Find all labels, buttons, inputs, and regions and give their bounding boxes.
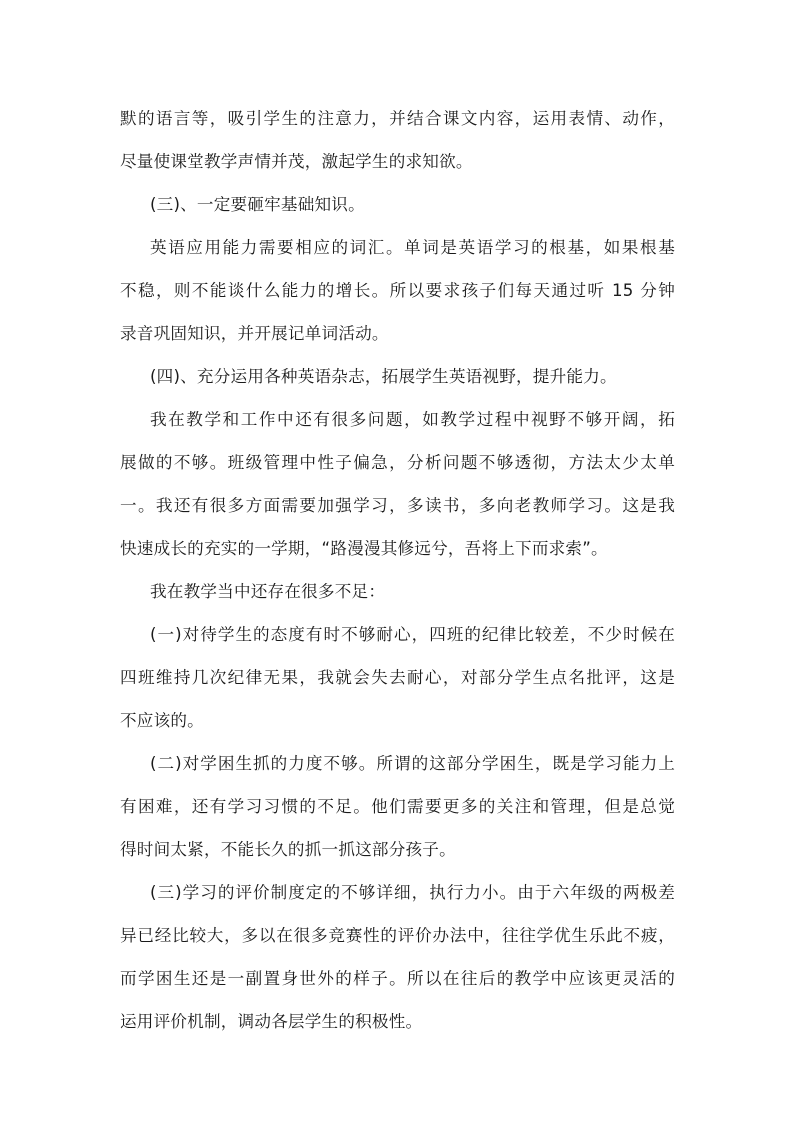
text-line: 有困难，还有学习习惯的不足。他们需要更多的关注和管理，但是总觉: [120, 797, 675, 816]
text-line: 得时间太紧，不能长久的抓一抓这部分孩子。: [120, 840, 456, 859]
section-heading: (三)、一定要砸牢基础知识。: [150, 195, 365, 214]
text-line: 我在教学和工作中还有很多问题，如教学过程中视野不够开阔，拓: [150, 410, 675, 429]
text-line: 录音巩固知识，并开展记单词活动。: [120, 324, 389, 343]
text-line: 不应该的。: [120, 711, 204, 730]
text-line: (三)学习的评价制度定的不够详细，执行力小。由于六年级的两极差: [150, 883, 675, 902]
text-line: 英语应用能力需要相应的词汇。单词是英语学习的根基，如果根基: [150, 238, 675, 257]
text-line: 异已经比较大，多以在很多竞赛性的评价办法中，往往学优生乐此不疲，: [120, 926, 675, 945]
text-line: 不稳，则不能谈什么能力的增长。所以要求孩子们每天通过听 15 分钟: [120, 281, 675, 300]
text-line: (一)对待学生的态度有时不够耐心，四班的纪律比较差，不少时候在: [150, 625, 675, 644]
text-line: 四班维持几次纪律无果，我就会失去耐心，对部分学生点名批评，这是: [120, 668, 675, 687]
text-line: 而学困生还是一副置身世外的样子。所以在往后的教学中应该更灵活的: [120, 969, 675, 988]
text-line: 我在教学当中还存在很多不足：: [150, 582, 386, 601]
section-heading: (四)、充分运用各种英语杂志，拓展学生英语视野，提升能力。: [150, 367, 617, 386]
text-line: 尽量使课堂教学声情并茂，激起学生的求知欲。: [120, 152, 473, 171]
text-line: 默的语言等，吸引学生的注意力，并结合课文内容，运用表情、动作，: [120, 109, 675, 128]
text-line: 运用评价机制，调动各层学生的积极性。: [120, 1012, 423, 1031]
text-line: 展做的不够。班级管理中性子偏急，分析问题不够透彻，方法太少太单: [120, 453, 675, 472]
text-line: (二)对学困生抓的力度不够。所谓的这部分学困生，既是学习能力上: [150, 754, 675, 773]
text-line: 一。我还有很多方面需要加强学习，多读书，多向老教师学习。这是我: [120, 496, 675, 515]
text-line: 快速成长的充实的一学期，“路漫漫其修远兮，吾将上下而求索”。: [120, 539, 608, 558]
